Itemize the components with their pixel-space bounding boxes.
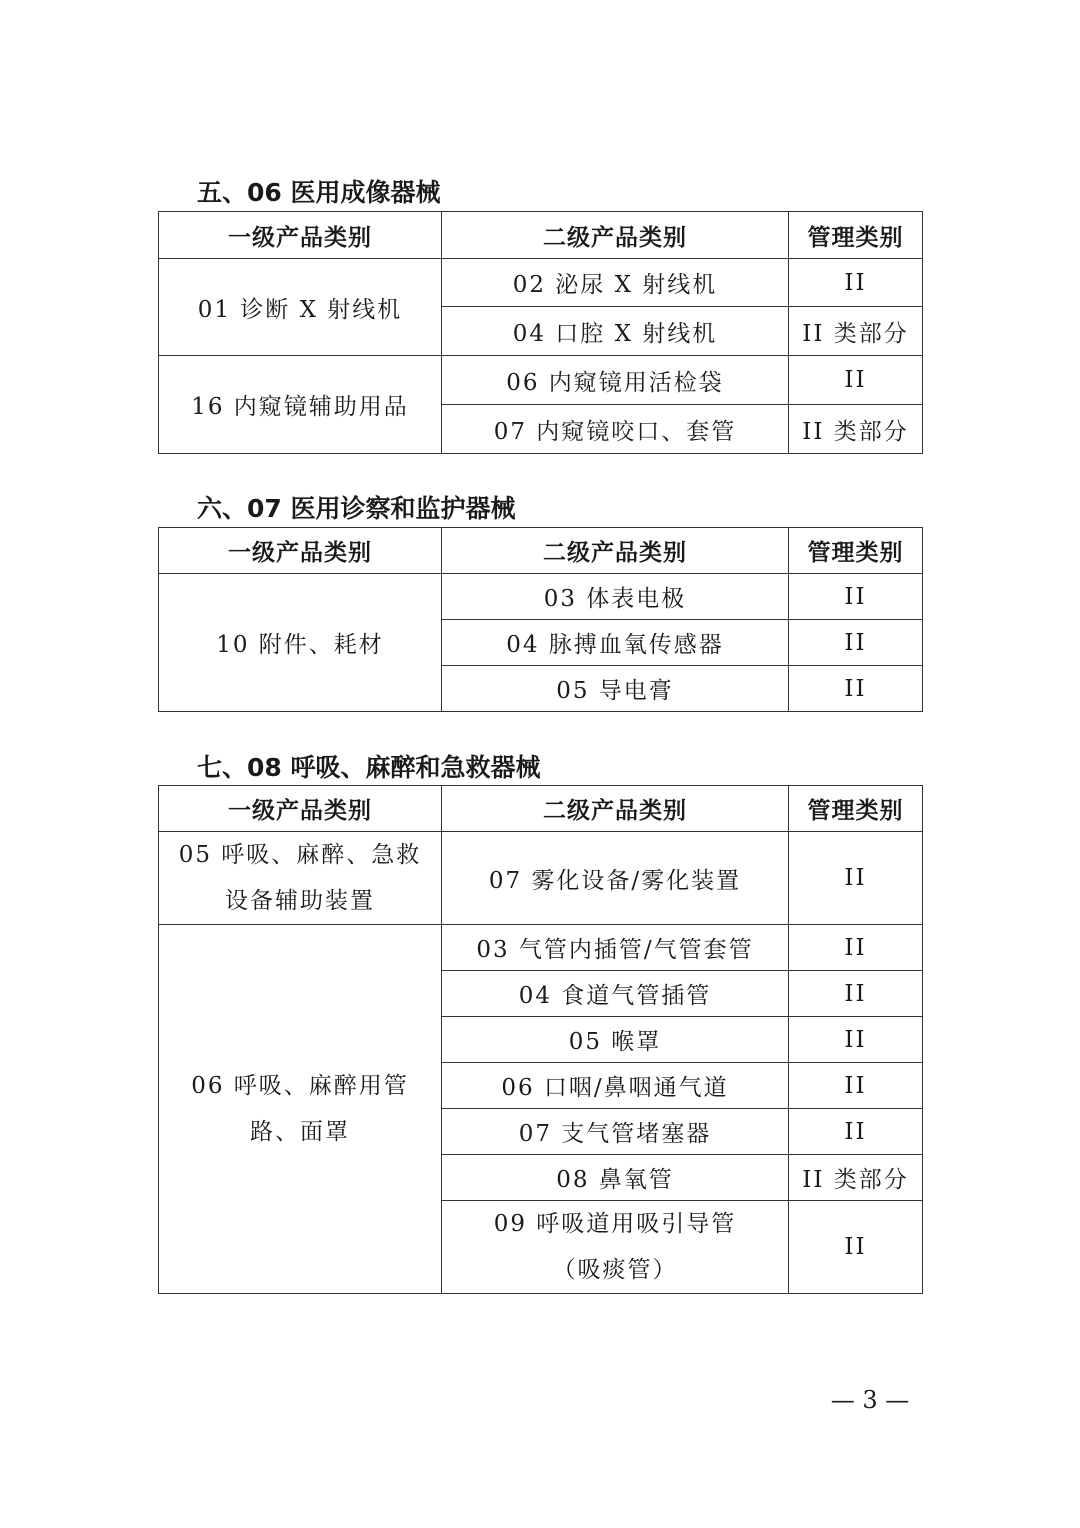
level1-cell: 05 呼吸、麻醉、急救设备辅助装置	[159, 832, 442, 925]
class-cell: II	[789, 666, 923, 712]
table-row	[159, 574, 923, 620]
level1-cell: 10 附件、耗材	[159, 574, 442, 712]
class-cell: II 类部分	[789, 307, 923, 356]
class-cell: II	[789, 832, 923, 925]
level2-cell: 05 导电膏	[442, 666, 789, 712]
level2-cell: 06 口咽/鼻咽通气道	[442, 1063, 789, 1109]
class-cell: II	[789, 620, 923, 666]
level2-cell: 04 食道气管插管	[442, 971, 789, 1017]
class-cell: II	[789, 1063, 923, 1109]
header-class: 管理类别	[789, 212, 923, 259]
table-row	[159, 356, 923, 405]
header-level2: 二级产品类别	[442, 528, 789, 574]
level2-cell: 07 雾化设备/雾化装置	[442, 832, 789, 925]
class-cell: II	[789, 1109, 923, 1155]
section-heading-respiratory: 七、08 呼吸、麻醉和急救器械	[197, 753, 541, 782]
class-cell: II	[789, 356, 923, 405]
level1-cell: 06 呼吸、麻醉用管路、面罩	[159, 925, 442, 1294]
class-cell: II	[789, 925, 923, 971]
level1-cell: 16 内窥镜辅助用品	[159, 356, 442, 454]
header-level1: 一级产品类别	[159, 212, 442, 259]
header-level2: 二级产品类别	[442, 212, 789, 259]
section-heading-monitoring: 六、07 医用诊察和监护器械	[197, 494, 516, 523]
level2-cell: 02 泌尿 X 射线机	[442, 259, 789, 307]
table-row	[159, 259, 923, 307]
class-cell: II 类部分	[789, 405, 923, 454]
imaging-devices-table	[158, 211, 923, 454]
table-header-row	[159, 528, 923, 574]
class-cell: II	[789, 259, 923, 307]
level1-cell: 01 诊断 X 射线机	[159, 259, 442, 356]
header-class: 管理类别	[789, 786, 923, 832]
class-cell: II 类部分	[789, 1155, 923, 1201]
header-level1: 一级产品类别	[159, 786, 442, 832]
section-heading-imaging: 五、06 医用成像器械	[197, 178, 441, 207]
table-row	[159, 832, 923, 925]
level2-cell: 05 喉罩	[442, 1017, 789, 1063]
level2-cell: 03 体表电极	[442, 574, 789, 620]
class-cell: II	[789, 574, 923, 620]
class-cell: II	[789, 1201, 923, 1294]
class-cell: II	[789, 1017, 923, 1063]
table-row	[159, 925, 923, 971]
level2-cell: 07 支气管堵塞器	[442, 1109, 789, 1155]
level2-cell: 03 气管内插管/气管套管	[442, 925, 789, 971]
level2-cell: 04 脉搏血氧传感器	[442, 620, 789, 666]
level2-cell: 09 呼吸道用吸引导管（吸痰管）	[442, 1201, 789, 1294]
level2-cell: 06 内窥镜用活检袋	[442, 356, 789, 405]
level2-cell: 08 鼻氧管	[442, 1155, 789, 1201]
level2-cell: 04 口腔 X 射线机	[442, 307, 789, 356]
page-number: — 3 —	[830, 1386, 910, 1414]
level2-cell: 07 内窥镜咬口、套管	[442, 405, 789, 454]
respiratory-devices-table	[158, 785, 923, 1294]
monitoring-devices-table	[158, 527, 923, 712]
header-level1: 一级产品类别	[159, 528, 442, 574]
table-header-row	[159, 212, 923, 259]
class-cell: II	[789, 971, 923, 1017]
header-class: 管理类别	[789, 528, 923, 574]
header-level2: 二级产品类别	[442, 786, 789, 832]
table-header-row	[159, 786, 923, 832]
